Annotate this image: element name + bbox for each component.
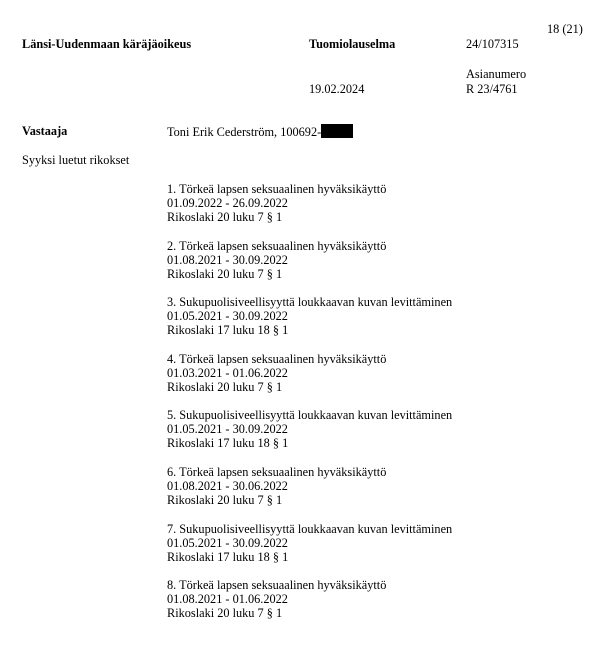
charge-period: 01.05.2021 - 30.09.2022 xyxy=(167,422,288,437)
charge-title: 6. Törkeä lapsen seksuaalinen hyväksikäyttö xyxy=(167,464,387,479)
defendant-label: Vastaaja xyxy=(22,124,68,138)
charge-period: 01.08.2021 - 30.06.2022 xyxy=(167,478,288,493)
charge-title: 2. Törkeä lapsen seksuaalinen hyväksikäyttö xyxy=(167,238,387,253)
charge-item xyxy=(167,465,452,507)
case-number: R 23/4761 xyxy=(466,82,518,96)
charge-title: 3. Sukupuolisiveellisyyttä loukkaavan kuvan levittäminen xyxy=(167,295,453,310)
charge-period: 01.08.2021 - 30.09.2022 xyxy=(167,252,288,267)
charge-period: 01.03.2021 - 01.06.2022 xyxy=(167,365,288,380)
charge-title: 5. Sukupuolisiveellisyyttä loukkaavan kuvan levittäminen xyxy=(167,408,453,423)
charge-period: 01.05.2021 - 30.09.2022 xyxy=(167,309,288,324)
charges-list xyxy=(167,182,452,635)
charge-law: Rikoslaki 17 luku 18 § 1 xyxy=(167,549,289,564)
charge-title: 4. Törkeä lapsen seksuaalinen hyväksikäyttö xyxy=(167,351,387,366)
charge-period: 01.05.2021 - 30.09.2022 xyxy=(167,535,288,550)
charge-period: 01.09.2022 - 26.09.2022 xyxy=(167,196,288,210)
charge-item xyxy=(167,295,452,337)
charge-item xyxy=(167,239,452,281)
charge-law: Rikoslaki 20 luku 7 § 1 xyxy=(167,606,283,621)
document-date: 19.02.2024 xyxy=(309,82,365,96)
charge-item xyxy=(167,408,452,450)
court-name: Länsi-Uudenmaan käräjäoikeus xyxy=(22,37,192,51)
charge-law: Rikoslaki 17 luku 18 § 1 xyxy=(167,323,289,338)
redaction-box xyxy=(321,124,353,138)
charge-law: Rikoslaki 17 luku 18 § 1 xyxy=(167,436,289,451)
charge-item xyxy=(167,578,452,620)
charges-label: Syyksi luetut rikokset xyxy=(22,153,130,167)
charge-item xyxy=(167,522,452,564)
charge-title: 8. Törkeä lapsen seksuaalinen hyväksikäyttö xyxy=(167,578,387,593)
charge-item xyxy=(167,352,452,394)
document-type: Tuomiolauselma xyxy=(309,37,396,51)
charge-law: Rikoslaki 20 luku 7 § 1 xyxy=(167,492,283,507)
defendant-name: Toni Erik Cederström, 100692- xyxy=(167,125,322,139)
charge-title: 1. Törkeä lapsen seksuaalinen hyväksikäyttö xyxy=(167,182,387,196)
defendant-info xyxy=(167,124,353,139)
charge-law: Rikoslaki 20 luku 7 § 1 xyxy=(167,266,283,281)
charge-law: Rikoslaki 20 luku 7 § 1 xyxy=(167,210,283,224)
charge-period: 01.08.2021 - 01.06.2022 xyxy=(167,592,288,607)
document-number: 24/107315 xyxy=(466,37,519,51)
charge-item xyxy=(167,182,452,224)
page-number: 18 (21) xyxy=(547,22,583,36)
charge-law: Rikoslaki 20 luku 7 § 1 xyxy=(167,379,283,394)
case-number-label: Asianumero xyxy=(466,67,527,81)
charge-title: 7. Sukupuolisiveellisyyttä loukkaavan kuvan levittäminen xyxy=(167,521,453,536)
